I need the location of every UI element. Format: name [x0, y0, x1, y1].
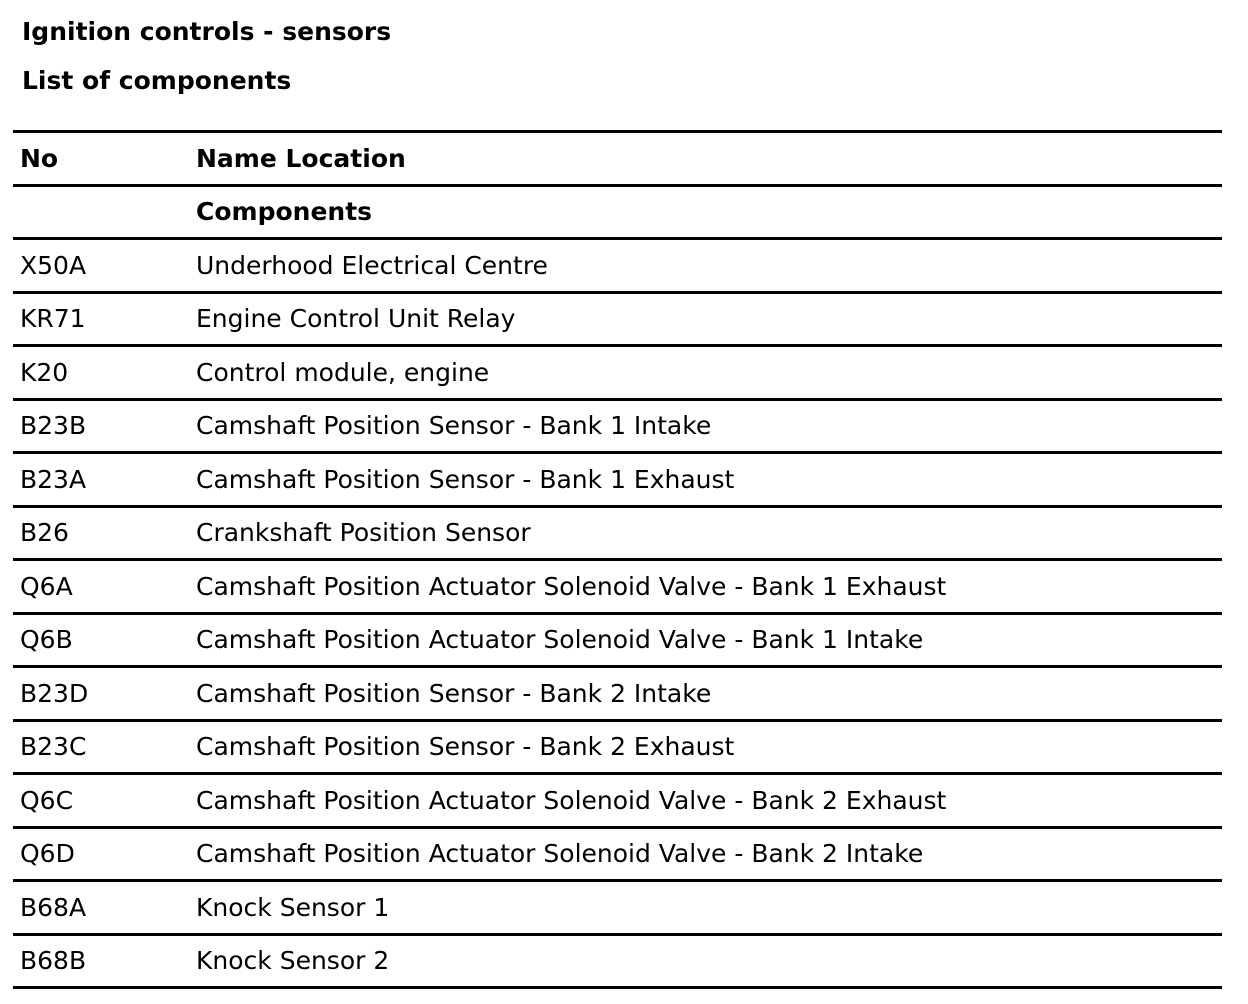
- table-row: [13, 613, 1222, 667]
- header-name-location: Name Location: [189, 132, 1222, 186]
- row-no: X50A: [13, 239, 189, 293]
- section-no-cell: [13, 185, 189, 239]
- row-name: Camshaft Position Sensor - Bank 1 Intake: [189, 399, 1222, 453]
- row-no: B68A: [13, 881, 189, 935]
- section-label: Components: [189, 185, 1222, 239]
- row-name: Knock Sensor 1: [189, 881, 1222, 935]
- row-name: Camshaft Position Sensor - Bank 1 Exhaust: [189, 453, 1222, 507]
- row-no: Q6D: [13, 827, 189, 881]
- table-row: [13, 560, 1222, 614]
- row-no: Q6A: [13, 560, 189, 614]
- row-no: K20: [13, 346, 189, 400]
- row-no: B23C: [13, 720, 189, 774]
- table-row: [13, 720, 1222, 774]
- table-row: [13, 292, 1222, 346]
- row-no: B23D: [13, 667, 189, 721]
- table-row: [13, 774, 1222, 828]
- row-name: Camshaft Position Actuator Solenoid Valve - Bank 1 Intake: [189, 613, 1222, 667]
- components-table: [13, 130, 1222, 989]
- document-subtitle: List of components: [22, 66, 292, 95]
- row-no: KR71: [13, 292, 189, 346]
- header-no: No: [13, 132, 189, 186]
- row-name: Camshaft Position Sensor - Bank 2 Intake: [189, 667, 1222, 721]
- row-no: B26: [13, 506, 189, 560]
- row-no: B23A: [13, 453, 189, 507]
- row-name: Camshaft Position Actuator Solenoid Valve - Bank 2 Intake: [189, 827, 1222, 881]
- row-name: Camshaft Position Actuator Solenoid Valve - Bank 2 Exhaust: [189, 774, 1222, 828]
- table-row: [13, 453, 1222, 507]
- table-row: [13, 827, 1222, 881]
- row-no: Q6C: [13, 774, 189, 828]
- row-name: Control module, engine: [189, 346, 1222, 400]
- table-row: [13, 881, 1222, 935]
- row-name: Underhood Electrical Centre: [189, 239, 1222, 293]
- table-header-row: [13, 132, 1222, 186]
- table-row: [13, 239, 1222, 293]
- row-name: Camshaft Position Actuator Solenoid Valve - Bank 1 Exhaust: [189, 560, 1222, 614]
- row-name: Crankshaft Position Sensor: [189, 506, 1222, 560]
- table-row: [13, 399, 1222, 453]
- row-no: B68B: [13, 934, 189, 988]
- row-name: Engine Control Unit Relay: [189, 292, 1222, 346]
- table-row: [13, 506, 1222, 560]
- row-name: Knock Sensor 2: [189, 934, 1222, 988]
- section-row: [13, 185, 1222, 239]
- document-title: Ignition controls - sensors: [22, 17, 392, 46]
- row-no: B23B: [13, 399, 189, 453]
- table-row: [13, 346, 1222, 400]
- row-no: Q6B: [13, 613, 189, 667]
- table-row: [13, 934, 1222, 988]
- row-name: Camshaft Position Sensor - Bank 2 Exhaust: [189, 720, 1222, 774]
- table-row: [13, 667, 1222, 721]
